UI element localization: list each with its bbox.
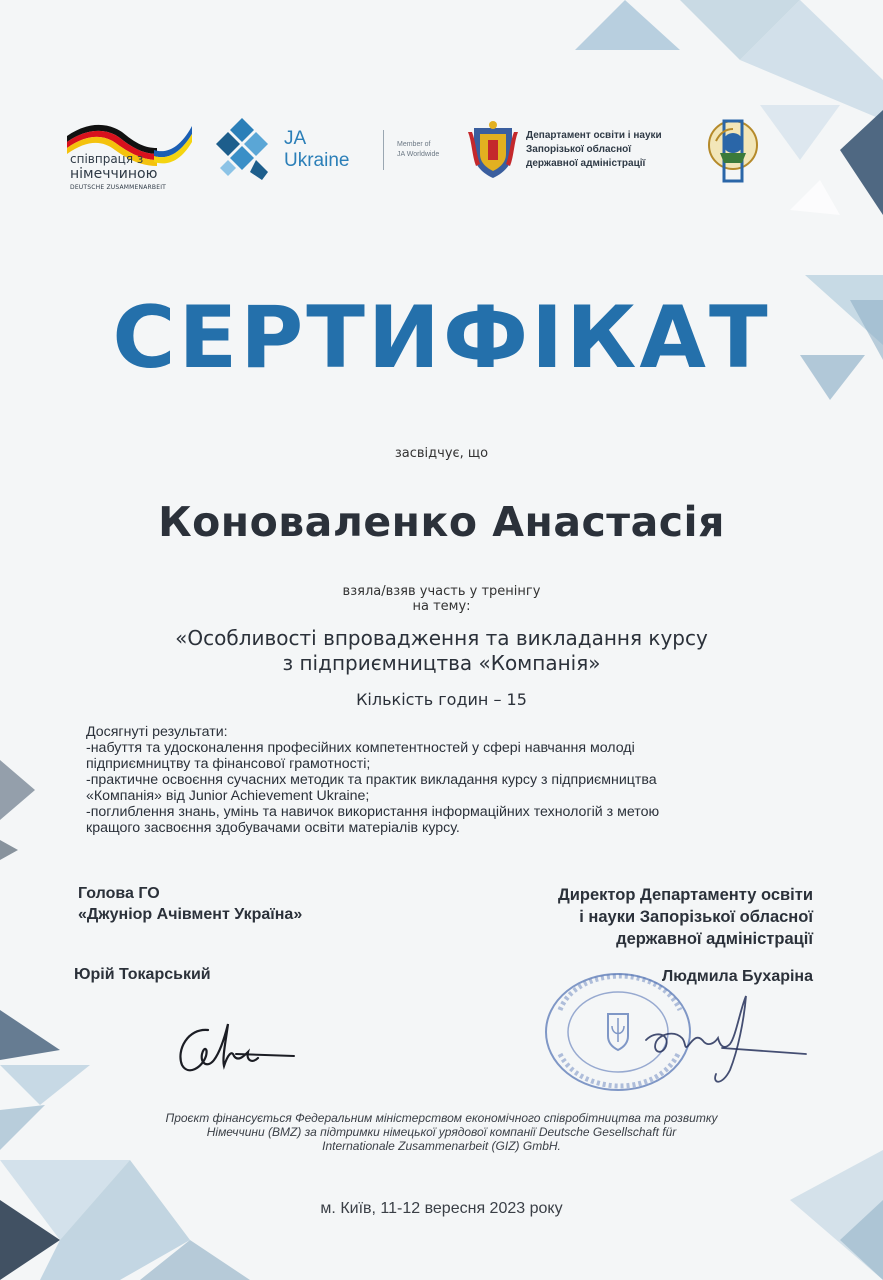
- certifies-text: засвідчує, що: [394, 446, 489, 461]
- topic-line2: з підприємництва «Компанія»: [282, 651, 601, 675]
- right-signatory-name: Людмила Бухаріна: [662, 968, 813, 985]
- department-line2: Запорізької обласної: [526, 144, 632, 155]
- certificate-title: СЕРТИФІКАТ: [112, 288, 771, 388]
- ja-member-line1: Member of: [397, 141, 431, 148]
- german-coop-line1: співпраця з: [70, 152, 144, 166]
- place-and-date: м. Київ, 11-12 вересня 2023 року: [320, 1200, 563, 1217]
- left-signatory-title: [78, 883, 302, 925]
- left-title-line1: Голова ГО: [78, 885, 160, 902]
- results-heading: Досягнуті результати:: [86, 724, 228, 740]
- zaporizhzhia-coat-of-arms-icon: [466, 120, 520, 180]
- right-handwritten-signature: [626, 990, 816, 1090]
- ja-ukraine-name-line1: JA: [284, 128, 307, 149]
- school-emblem-icon: [706, 115, 760, 183]
- participation-line1: взяла/взяв участь у тренінгу: [342, 584, 541, 599]
- training-topic: [0, 626, 883, 676]
- topic-line1: «Особливості впровадження та викладання курсу: [175, 626, 708, 650]
- logo-divider: [383, 130, 384, 170]
- participation-line2: на тему:: [412, 599, 471, 614]
- department-line3: державної адміністрації: [526, 158, 646, 169]
- results-line: «Компанія» від Junior Achievement Ukraine;: [86, 788, 370, 804]
- funding-line1: Проєкт фінансується Федеральним міністерством економічного співробітництва та розвитку: [165, 1111, 718, 1125]
- results-line: кращого засвоєння здобувачами освіти матеріалів курсу.: [86, 820, 460, 836]
- results-line: підприємництву та фінансової грамотності;: [86, 756, 371, 772]
- right-title-line1: Директор Департаменту освіти: [557, 886, 813, 904]
- results-line: -набуття та удосконалення професійних компетентностей у сфері навчання молоді: [86, 740, 635, 756]
- recipient-name: Коноваленко Анастасія: [158, 498, 725, 546]
- left-signatory-name: Юрій Токарський: [74, 966, 211, 983]
- results-block: [86, 724, 826, 836]
- funding-line2: Німеччини (BMZ) за підтримки німецької урядової компанії Deutsche Gesellschaft für: [206, 1125, 677, 1139]
- left-handwritten-signature: [168, 1010, 298, 1080]
- results-line: -поглиблення знань, умінь та навичок використання інформаційних технологій з метою: [86, 804, 660, 820]
- results-line: -практичне освоєння сучасних методик та практик викладання курсу з підприємництва: [86, 772, 657, 788]
- left-title-line2: «Джуніор Ачівмент Україна»: [78, 906, 303, 923]
- right-signatory-title: [558, 884, 813, 950]
- ja-member-line2: JA Worldwide: [397, 151, 440, 158]
- funding-line3: Internationale Zusammenarbeit (GIZ) GmbH.: [322, 1139, 561, 1153]
- department-line1: Департамент освіти і науки: [526, 130, 662, 141]
- ja-ukraine-name-line2: Ukraine: [284, 150, 350, 171]
- right-title-line2: і науки Запорізької обласної: [579, 908, 813, 926]
- participation-text: [0, 584, 883, 614]
- hours-count: Кількість годин – 15: [356, 690, 527, 709]
- ja-ukraine-logo-icon: [216, 118, 268, 180]
- right-title-line3: державної адміністрації: [616, 930, 813, 948]
- funding-note: [0, 1111, 883, 1153]
- department-logo-text: [526, 129, 662, 171]
- german-coop-line3: DEUTSCHE ZUSAMMENARBEIT: [70, 184, 167, 191]
- german-coop-line2: німеччиною: [70, 166, 158, 182]
